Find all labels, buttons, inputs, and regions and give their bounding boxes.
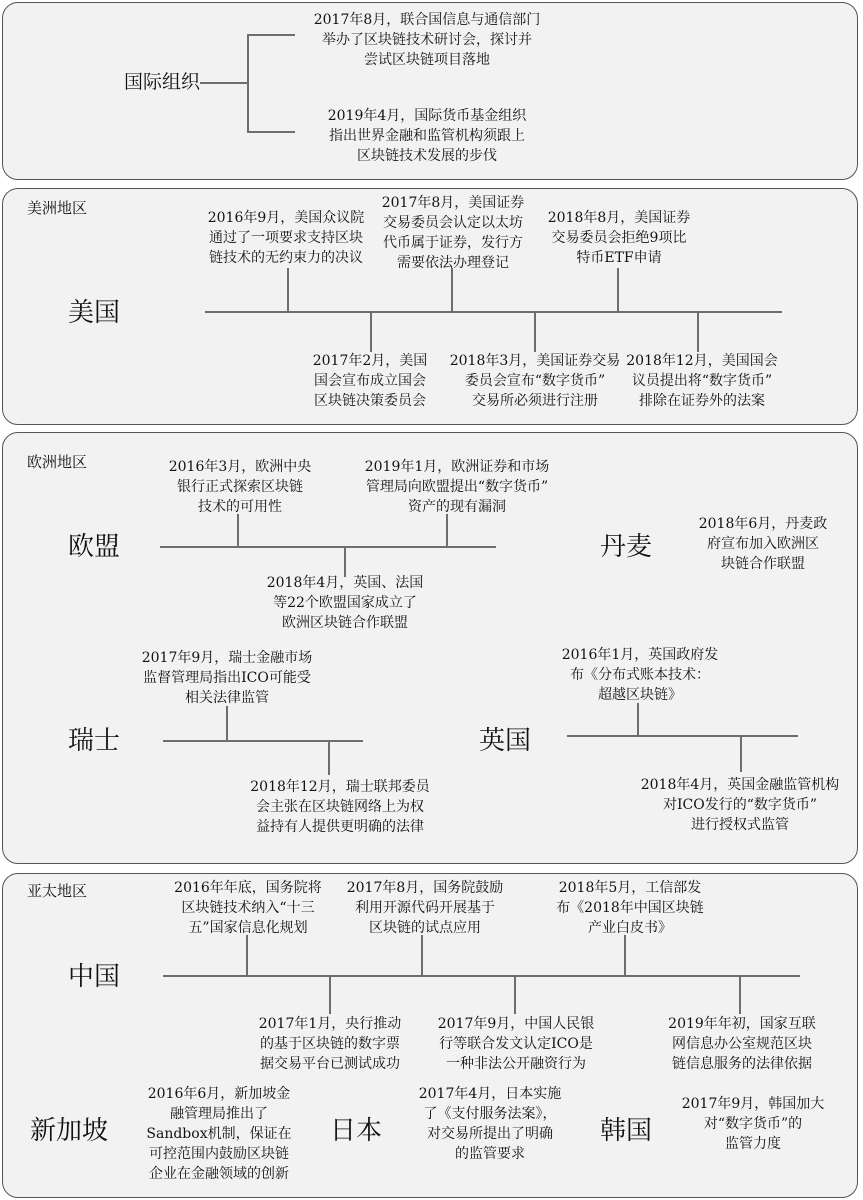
europe-title: 欧洲地区 — [27, 453, 88, 471]
denmark-event-2018-06: 2018年6月，丹麦政 府宣布加入欧洲区 块链合作联盟 — [698, 516, 828, 572]
us-event-2018-03: 2018年3月，美国证券交易 委员会宣布“数字货币” 交易所必须进行注册 — [449, 353, 621, 409]
japan-event-2017-04: 2017年4月，日本实施 了《支付服务法案》， 对交易所提出了明确 的监管要求 — [418, 1086, 562, 1162]
us-tick-2017-02 — [370, 312, 372, 352]
eu-tick-2016-03 — [237, 514, 239, 547]
china-event-2017-09: 2017年9月，中国人民银 行等联合发文认定ICO是 一种非法公开融资行为 — [437, 1016, 595, 1072]
us-tick-2018-03 — [534, 312, 536, 352]
eu-event-2016-03: 2016年3月，欧洲中央 银行正式探索区块链 技术的可用性 — [168, 459, 312, 515]
us-tick-2016-09 — [287, 268, 289, 312]
us-timeline — [205, 311, 782, 313]
switzerland-tick-2017-09 — [226, 706, 228, 741]
eu-tick-2019-01 — [446, 514, 448, 547]
uk-tick-2016-01 — [637, 703, 639, 736]
japan-label: 日本 — [330, 1116, 383, 1146]
uk-label: 英国 — [479, 726, 532, 756]
us-event-2017-02: 2017年2月，美国 国会宣布成立国会 区块链决策委员会 — [312, 353, 428, 409]
intl-bracket-vertical — [247, 34, 249, 133]
switzerland-timeline — [163, 740, 363, 742]
singapore-event-2016-06: 2016年6月，新加坡金 融管理局推出了 Sandbox机制，保证在 可控范围内鼓励区块链 企业在金融领域的创新 — [146, 1086, 292, 1182]
americas-title: 美洲地区 — [27, 199, 88, 217]
china-event-2017-08: 2017年8月，国务院鼓励 利用开源代码开展基于 区块链的试点应用 — [346, 880, 504, 936]
eu-label: 欧盟 — [68, 532, 121, 562]
switzerland-event-2018-12: 2018年12月，瑞士联邦委员 会主张在区块链网络上为权 益持有人提供更明确的法律 — [250, 779, 430, 835]
eu-event-2019-01: 2019年1月，欧洲证券和市场 管理局向欧盟提出“数字货币” 资产的现有漏洞 — [364, 459, 550, 515]
us-event-2018-12: 2018年12月，美国国会 议员提出将“数字货币” 排除在证券外的法案 — [626, 353, 778, 409]
us-event-2018-08: 2018年8月，美国证券 交易委员会拒绝9项比 特币ETF申请 — [547, 210, 691, 266]
us-event-2016-09: 2016年9月，美国众议院 通过了一项要求支持区块 链技术的无约束力的决议 — [207, 210, 365, 266]
us-tick-2018-12 — [697, 312, 699, 352]
china-tick-2017-08 — [421, 935, 423, 976]
denmark-label: 丹麦 — [600, 532, 653, 562]
china-tick-2018-05 — [624, 935, 626, 976]
intl-event-2019-04: 2019年4月，国际货币基金组织 指出世界金融和监管机构须跟上 区块链技术发展的步伐 — [327, 108, 527, 164]
switzerland-label: 瑞士 — [68, 726, 121, 756]
asia-title: 亚太地区 — [27, 882, 88, 900]
switzerland-tick-2018-12 — [328, 741, 330, 775]
china-tick-2017-09 — [514, 976, 516, 1014]
uk-event-2018-04: 2018年4月，英国金融监管机构 对ICO发行的“数字货币” 进行授权式监管 — [640, 777, 840, 833]
intl-label: 国际组织 — [124, 71, 201, 93]
singapore-label: 新加坡 — [30, 1116, 109, 1146]
intl-bracket-top — [247, 34, 295, 36]
china-timeline — [163, 975, 800, 977]
switzerland-event-2017-09: 2017年9月，瑞士金融市场 监督管理局指出ICO可能受 相关法律监管 — [141, 650, 313, 706]
eu-event-2018-04: 2018年4月，英国、法国 等22个欧盟国家成立了 欧洲区块链合作联盟 — [266, 575, 424, 631]
us-label: 美国 — [68, 298, 121, 328]
us-tick-2018-08 — [617, 268, 619, 312]
china-event-2017-01: 2017年1月，央行推动 的基于区块链的数字票 据交易平台已测试成功 — [258, 1016, 402, 1072]
china-event-2018-05: 2018年5月，工信部发 布《2018年中国区块链 产业白皮书》 — [556, 880, 704, 936]
us-event-2017-08: 2017年8月，美国证券 交易委员会认定以太坊 代币属于证券，发行方 需要依法办理登记 — [381, 195, 525, 271]
us-tick-2017-08 — [451, 268, 453, 312]
china-event-2016-end: 2016年年底，国务院将 区块链技术纳入“十三 五”国家信息化规划 — [174, 880, 322, 936]
china-event-2019-start: 2019年年初，国家互联 网信息办公室规范区块 链信息服务的法律依据 — [668, 1016, 816, 1072]
korea-label: 韩国 — [600, 1116, 653, 1146]
uk-timeline — [567, 735, 798, 737]
intl-event-2017-08: 2017年8月，联合国信息与通信部门 举办了区块链技术研讨会，探讨并 尝试区块链项目落地 — [313, 12, 541, 68]
china-label: 中国 — [68, 962, 121, 992]
uk-event-2016-01: 2016年1月，英国政府发 布《分布式账本技术： 超越区块链》 — [561, 647, 719, 703]
china-tick-2016-end — [246, 935, 248, 976]
korea-event-2017-09: 2017年9月，韩国加大 对“数字货币”的 监管力度 — [681, 1096, 825, 1152]
intl-bracket-stem — [200, 82, 248, 84]
china-tick-2017-01 — [329, 976, 331, 1014]
china-tick-2019-start — [739, 976, 741, 1014]
intl-bracket-bottom — [247, 131, 295, 133]
uk-tick-2018-04 — [740, 736, 742, 772]
